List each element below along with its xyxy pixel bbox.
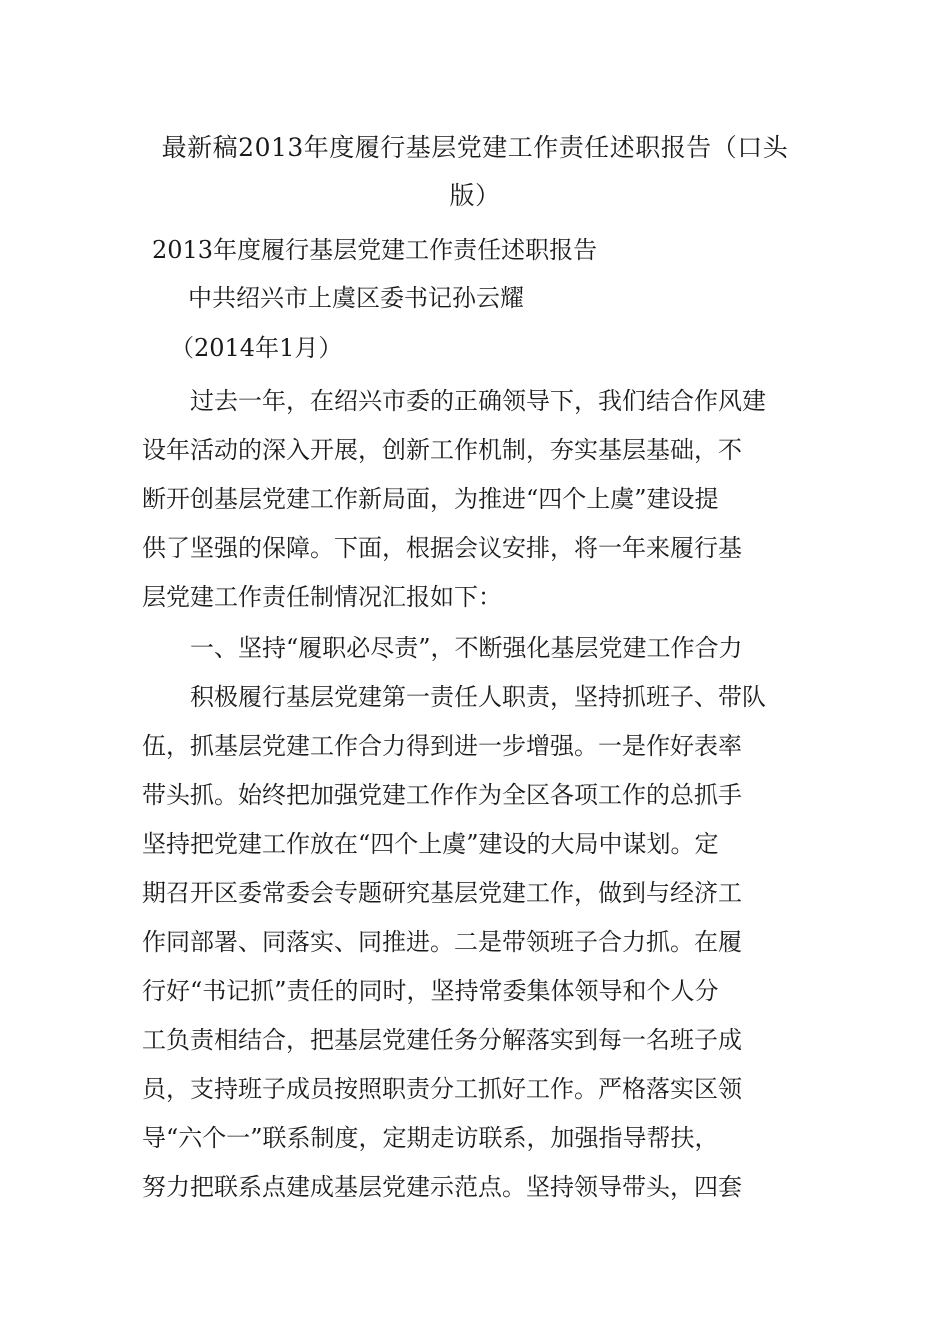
heading-line: 一、坚持“履职必尽责”，不断强化基层党建工作合力 xyxy=(190,634,743,662)
text-line: 设年活动的深入开展，创新工作机制，夯实基层基础，不 xyxy=(142,436,742,464)
text-line: 供了坚强的保障。下面，根据会议安排，将一年来履行基 xyxy=(142,534,742,562)
text-line: 带头抓。始终把加强党建工作作为全区各项工作的总抓手 xyxy=(142,781,742,809)
text-line: 期召开区委常委会专题研究基层党建工作，做到与经济工 xyxy=(142,879,742,907)
text-line: 员，支持班子成员按照职责分工抓好工作。严格落实区领 xyxy=(142,1075,742,1103)
text-line: 层党建工作责任制情况汇报如下： xyxy=(142,583,502,611)
text-line: 努力把联系点建成基层党建示范点。坚持领导带头，四套 xyxy=(142,1173,742,1201)
text-line: 导“六个一”联系制度，定期走访联系，加强指导帮扶， xyxy=(142,1124,719,1152)
report-author: 中共绍兴市上虞区委书记孙云耀 xyxy=(188,284,524,312)
text-line: 工负责相结合，把基层党建任务分解落实到每一名班子成 xyxy=(142,1026,742,1054)
document-title xyxy=(140,124,810,220)
report-date: （2014年1月） xyxy=(170,334,343,362)
text-line: 作同部署、同落实、同推进。二是带领班子合力抓。在履 xyxy=(142,928,742,956)
paragraph-intro xyxy=(142,377,808,622)
text-line: 过去一年，在绍兴市委的正确领导下，我们结合作风建 xyxy=(190,387,766,415)
text-line: 伍，抓基层党建工作合力得到进一步增强。一是作好表率 xyxy=(142,732,742,760)
text-line: 行好“书记抓”责任的同时，坚持常委集体领导和个人分 xyxy=(142,977,719,1005)
title-line-1: 最新稿2013年度履行基层党建工作责任述职报告（口头 xyxy=(161,133,789,162)
section-heading-1 xyxy=(142,624,808,673)
text-line: 积极履行基层党建第一责任人职责，坚持抓班子、带队 xyxy=(190,683,766,711)
paragraph-section-1 xyxy=(142,673,808,1212)
report-subtitle: 2013年度履行基层党建工作责任述职报告 xyxy=(152,236,598,264)
text-line: 坚持把党建工作放在“四个上虞”建设的大局中谋划。定 xyxy=(142,830,719,858)
text-line: 断开创基层党建工作新局面，为推进“四个上虞”建设提 xyxy=(142,485,719,513)
title-line-2: 版） xyxy=(449,181,501,210)
